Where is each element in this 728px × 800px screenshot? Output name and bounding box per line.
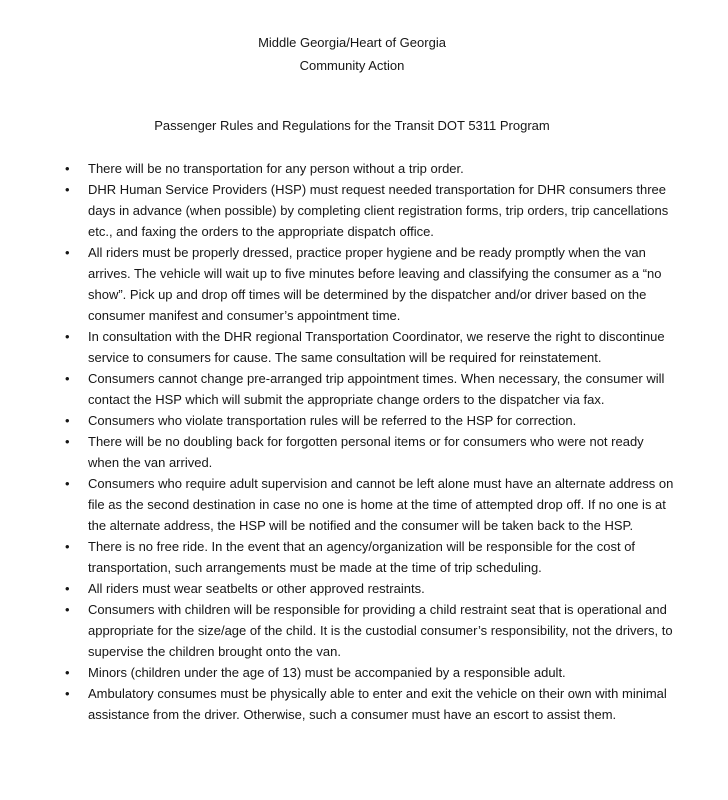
rule-text: Consumers who require adult supervision and cannot be left alone must have an alternate address on file as the second destination in case no one is home at the time of attempted drop off. If no one is at the alternate address, the HSP will be notified and the consumer will be taken back to the HSP. — [88, 476, 674, 533]
rule-text: Consumers cannot change pre-arranged trip appointment times. When necessary, the consumer will contact the HSP which will submit the appropriate change orders to the dispatcher via fax. — [88, 371, 665, 407]
rule-item — [63, 242, 678, 326]
bullet-icon: • — [65, 413, 70, 428]
rule-text: Consumers who violate transportation rules will be referred to the HSP for correction. — [88, 413, 577, 428]
rules-list — [63, 158, 678, 725]
org-name-line2: Community Action — [299, 58, 405, 73]
rule-item — [63, 578, 678, 599]
bullet-icon: • — [65, 161, 70, 176]
bullet-icon: • — [65, 539, 70, 554]
rule-text: There is no free ride. In the event that an agency/organization will be responsible for the cost of transportation, such arrangements must be made at the time of trip scheduling. — [88, 539, 636, 575]
rule-text: In consultation with the DHR regional Transportation Coordinator, we reserve the right to discontinue service to consumers for cause. The same consultation will be required for reinstatement. — [88, 329, 665, 365]
rule-item — [63, 158, 678, 179]
bullet-icon: • — [65, 686, 70, 701]
rule-text: There will be no transportation for any person without a trip order. — [88, 161, 464, 176]
rule-text: Consumers with children will be responsible for providing a child restraint seat that is operational and appropriate for the size/age of the child. It is the custodial consumer’s responsibility, not the drivers, to supervise the children brought onto the van. — [88, 602, 673, 659]
bullet-icon: • — [65, 602, 70, 617]
rule-text: Minors (children under the age of 13) must be accompanied by a responsible adult. — [88, 665, 566, 680]
rule-item — [63, 431, 678, 473]
rule-item — [63, 410, 678, 431]
rule-item — [63, 368, 678, 410]
bullet-icon: • — [65, 581, 70, 596]
rule-text: DHR Human Service Providers (HSP) must request needed transportation for DHR consumers three days in advance (when possible) by completing client registration forms, trip orders, trip cancellations etc., and faxing the orders to the appropriate dispatch office. — [88, 182, 669, 239]
rule-item — [63, 179, 678, 242]
rule-item — [63, 536, 678, 578]
bullet-icon: • — [65, 665, 70, 680]
rule-text: There will be no doubling back for forgotten personal items or for consumers who were not ready when the van arrived. — [88, 434, 644, 470]
bullet-icon: • — [65, 245, 70, 260]
rule-item — [63, 662, 678, 683]
rule-text: All riders must be properly dressed, practice proper hygiene and be ready promptly when the van arrives. The vehicle will wait up to five minutes before leaving and classifying the consumer as a “no show”. Pick up and drop off times will be determined by the dispatcher and/or driver based on the consumer manifest and consumer’s appointment time. — [88, 245, 662, 323]
document-header — [0, 31, 704, 77]
rule-item — [63, 683, 678, 725]
bullet-icon: • — [65, 371, 70, 386]
rule-item — [63, 473, 678, 536]
rule-item — [63, 326, 678, 368]
bullet-icon: • — [65, 476, 70, 491]
bullet-icon: • — [65, 182, 70, 197]
bullet-icon: • — [65, 434, 70, 449]
rule-text: All riders must wear seatbelts or other approved restraints. — [88, 581, 425, 596]
page-title: Passenger Rules and Regulations for the Transit DOT 5311 Program — [154, 118, 550, 133]
bullet-icon: • — [65, 329, 70, 344]
rule-item — [63, 599, 678, 662]
rule-text: Ambulatory consumes must be physically able to enter and exit the vehicle on their own with minimal assistance from the driver. Otherwise, such a consumer must have an escort to assist them. — [88, 686, 667, 722]
org-name-line1: Middle Georgia/Heart of Georgia — [258, 35, 446, 50]
